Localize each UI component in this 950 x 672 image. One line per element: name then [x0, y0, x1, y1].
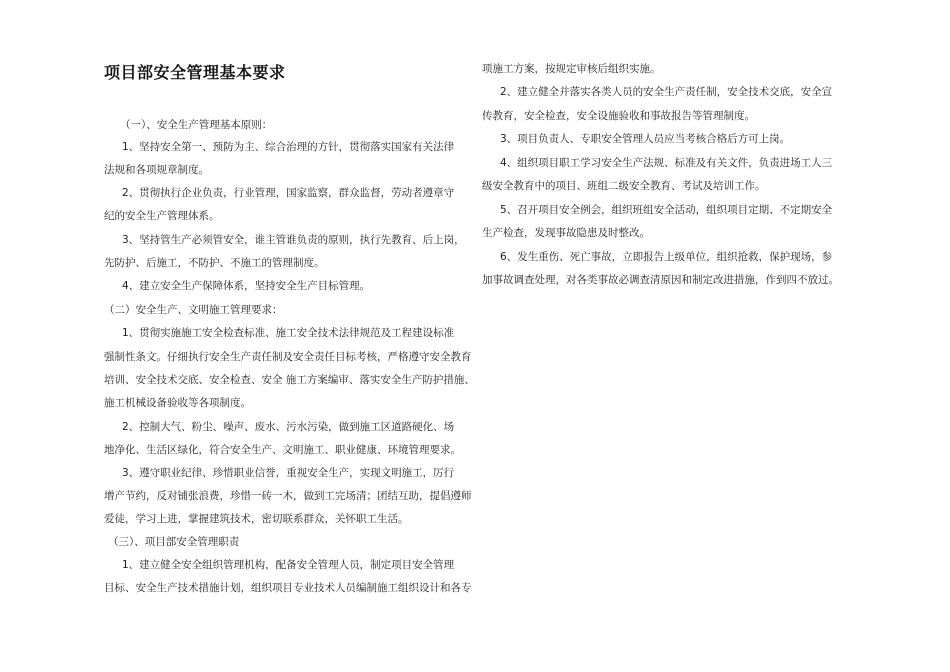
paragraph-line: 项施工方案，按规定审核后组织实施。 [482, 63, 661, 75]
paragraph-line: 3、遵守职业纪律、珍惜职业信誉，重视安全生产，实现文明施工，厉行 [122, 467, 455, 479]
paragraph-line: 施工机械设备验收等各项制度。 [104, 397, 251, 409]
paragraph-line: 级安全教育中的项目、班组二级安全教育、考试及培训工作。 [482, 180, 766, 192]
paragraph-line: 先防护、后施工，不防护、不施工的管理制度。 [104, 257, 325, 269]
paragraph-line: 纪的安全生产管理体系。 [104, 210, 220, 222]
paragraph-line: 2、贯彻执行企业负责，行业管理，国家监察，群众监督，劳动者遵章守 [122, 187, 455, 199]
paragraph-line: 法规和各项规章制度。 [104, 164, 209, 176]
paragraph-line: 1、坚持安全第一、预防为主、综合治理的方针，贯彻落实国家有关法律 [122, 141, 455, 153]
paragraph-line: 1、贯彻实施施工安全检查标准、施工安全技术法律规范及工程建设标准 [122, 327, 455, 339]
paragraph-line: 强制性条文。仔细执行安全生产责任制及安全责任目标考核，严格遵守安全教育 [104, 351, 472, 363]
paragraph-line: 3、项目负责人、专职安全管理人员应当考核合格后方可上岗。 [500, 133, 791, 145]
paragraph-line: 2、建立健全并落实各类人员的安全生产责任制，安全技术交底，安全宣 [500, 86, 833, 98]
page-title: 项目部安全管理基本要求 [104, 63, 286, 82]
paragraph-line: 加事故调查处理，对各类事故必调查清原因和制定改进措施，作到四不放过。 [482, 274, 839, 286]
paragraph-line: 6、发生重伤、死亡事故，立即报告上级单位，组织抢救，保护现场，参 [500, 251, 833, 263]
section-heading-2: （二）安全生产、文明施工管理要求： [104, 304, 283, 316]
paragraph-line: 目标、安全生产技术措施计划，组织项目专业技术人员编制施工组织设计和各专 [104, 582, 472, 594]
paragraph-line: 3、坚持管生产必须管安全，谁主管谁负责的原则，执行先教育、后上岗， [122, 234, 465, 246]
paragraph-line: 地净化、生活区绿化，符合安全生产、文明施工、职业健康、环境管理要求。 [104, 444, 461, 456]
paragraph-line: 培训、安全技术交底、安全检查、安全 施工方案编审、落实安全生产防护措施、 [104, 374, 475, 386]
paragraph-line: 2、控制大气、粉尘、噪声、废水、污水污染，做到施工区道路硬化、场 [122, 421, 455, 433]
paragraph-line: 传教育，安全检查，安全设施验收和事故报告等管理制度。 [482, 110, 755, 122]
paragraph-line: 1、建立健全安全组织管理机构，配备安全管理人员，制定项目安全管理 [122, 559, 455, 571]
paragraph-line: 增产节约，反对铺张浪费，珍惜一砖一木，做到工完场清；团结互助，提倡遵师 [104, 490, 472, 502]
paragraph-line: 生产检查，发现事故隐患及时整改。 [482, 227, 650, 239]
section-heading-1: （一）、安全生产管理基本原则： [120, 119, 273, 131]
section-heading-3: （三）、项目部安全管理职责 [108, 536, 240, 548]
paragraph-line: 4、组织项目职工学习安全生产法规、标准及有关文件，负责进场工人三 [500, 157, 833, 169]
paragraph-line: 4、建立安全生产保障体系，坚持安全生产目标管理。 [122, 280, 371, 292]
paragraph-line: 5、召开项目安全例会，组织班组安全活动，组织项目定期、不定期安全 [500, 204, 833, 216]
paragraph-line: 爱徒，学习上进，掌握建筑技术，密切联系群众，关怀职工生活。 [104, 513, 409, 525]
